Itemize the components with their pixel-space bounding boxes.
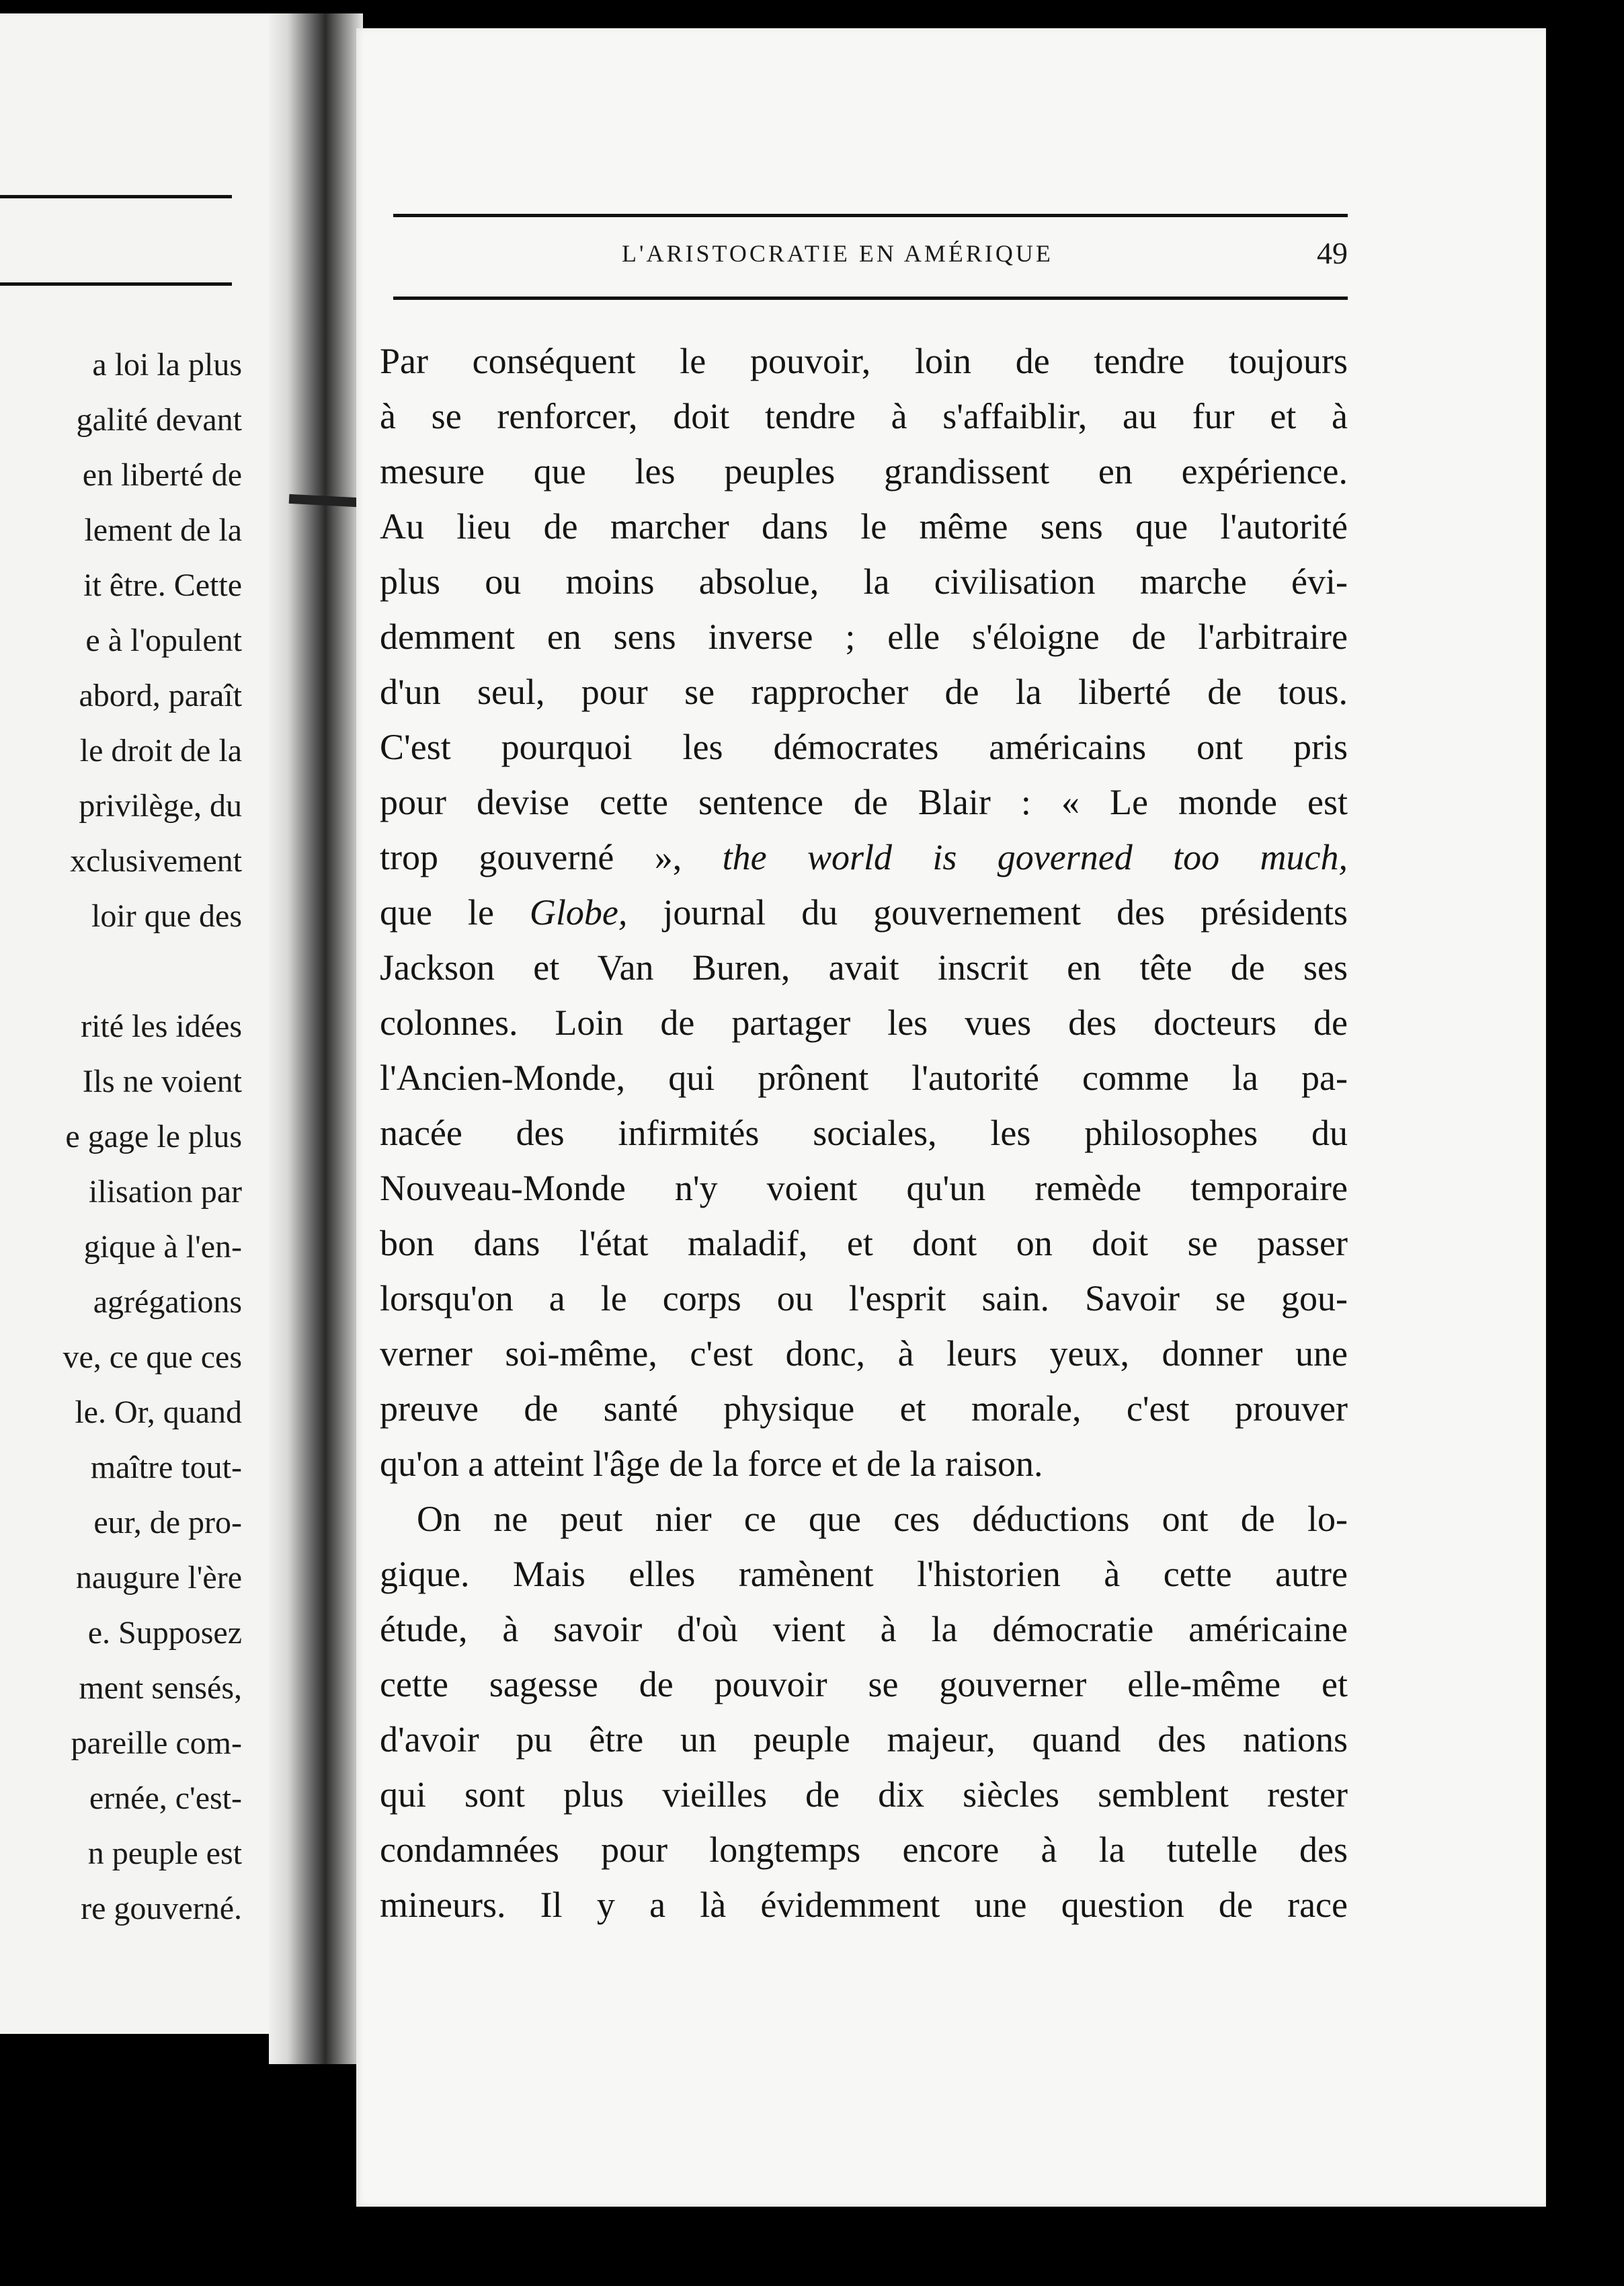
text-line: étude, à savoir d'où vient à la démocratie américaine bbox=[380, 1609, 1348, 1649]
left-text-line: privilège, du bbox=[79, 788, 242, 824]
left-text-line: it être. Cette bbox=[83, 567, 242, 603]
text-line: l'Ancien-Monde, qui prônent l'autorité comme la pa- bbox=[380, 1058, 1348, 1098]
left-text-line: gique à l'en- bbox=[83, 1229, 242, 1265]
left-text-line: n peuple est bbox=[87, 1836, 242, 1871]
text-line: lorsqu'on a le corps ou l'esprit sain. Savoir se gou- bbox=[380, 1278, 1348, 1318]
text-line: pour devise cette sentence de Blair : « Le monde est bbox=[380, 782, 1348, 822]
text-line: d'un seul, pour se rapprocher de la liberté de tous. bbox=[380, 672, 1348, 712]
header-rule-bottom bbox=[393, 297, 1348, 300]
left-text-line: ment sensés, bbox=[79, 1670, 242, 1706]
text-run: que le bbox=[380, 892, 530, 933]
left-text-line: pareille com- bbox=[71, 1725, 242, 1761]
book-gutter bbox=[269, 13, 363, 2064]
running-head: L'ARISTOCRATIE EN AMÉRIQUE bbox=[622, 240, 1053, 267]
left-text-line: loir que des bbox=[91, 898, 242, 934]
text-line: mesure que les peuples grandissent en expérience. bbox=[380, 451, 1348, 491]
left-text-line: Ils ne voient bbox=[82, 1064, 242, 1099]
text-line: C'est pourquoi les démocrates américains ont pris bbox=[380, 727, 1348, 767]
italic-quote: the world is governed too much, bbox=[722, 837, 1348, 877]
left-text-line: a loi la plus bbox=[92, 347, 242, 383]
left-text-line: e. Supposez bbox=[87, 1615, 242, 1651]
text-line: qu'on a atteint l'âge de la force et de la raison. bbox=[380, 1444, 1043, 1484]
left-text-line: le droit de la bbox=[79, 733, 242, 768]
left-header-rule-top bbox=[0, 195, 232, 198]
text-line: à se renforcer, doit tendre à s'affaiblir, au fur et à bbox=[380, 396, 1348, 436]
text-line: verner soi-même, c'est donc, à leurs yeux, donner une bbox=[380, 1333, 1348, 1374]
text-line: preuve de santé physique et morale, c'est prouver bbox=[380, 1388, 1348, 1429]
text-line: qui sont plus vieilles de dix siècles semblent rester bbox=[380, 1774, 1348, 1815]
left-paragraph-gap bbox=[0, 944, 242, 999]
left-text-line: eur, de pro- bbox=[93, 1505, 242, 1540]
left-text-line: naugure l'ère bbox=[75, 1560, 242, 1595]
text-line bbox=[380, 885, 1348, 940]
text-line: condamnées pour longtemps encore à la tutelle des bbox=[380, 1829, 1348, 1870]
left-text-line: e gage le plus bbox=[65, 1119, 242, 1154]
italic-journal-name: Globe, bbox=[529, 892, 628, 933]
left-text-line: en liberté de bbox=[82, 457, 242, 493]
body-text bbox=[380, 333, 1348, 1932]
text-line: Nouveau-Monde n'y voient qu'un remède temporaire bbox=[380, 1168, 1348, 1208]
text-line: d'avoir pu être un peuple majeur, quand des nations bbox=[380, 1719, 1348, 1760]
text-line: gique. Mais elles ramènent l'historien à cette autre bbox=[380, 1554, 1348, 1594]
header-rule-top bbox=[393, 214, 1348, 217]
text-line: Jackson et Van Buren, avait inscrit en tête de ses bbox=[380, 947, 1348, 988]
left-page-fragment bbox=[0, 13, 269, 2034]
text-line: colonnes. Loin de partager les vues des docteurs de bbox=[380, 1002, 1348, 1043]
text-line bbox=[380, 830, 1348, 885]
text-line: Par conséquent le pouvoir, loin de tendre toujours bbox=[380, 341, 1348, 381]
left-text-line: agrégations bbox=[93, 1284, 242, 1320]
left-text-line: maître tout- bbox=[90, 1450, 242, 1485]
text-line: nacée des infirmités sociales, les philosophes du bbox=[380, 1113, 1348, 1153]
text-line: demment en sens inverse ; elle s'éloigne de l'arbitraire bbox=[380, 617, 1348, 657]
left-text-line: rité les idées bbox=[81, 1009, 242, 1044]
left-header-rule-bottom bbox=[0, 282, 232, 286]
text-run: trop gouverné », bbox=[380, 837, 723, 877]
left-text-line: le. Or, quand bbox=[75, 1394, 242, 1430]
left-text-line: abord, paraît bbox=[79, 678, 242, 713]
page-header bbox=[393, 214, 1348, 308]
text-line: bon dans l'état maladif, et dont on doit se passer bbox=[380, 1223, 1348, 1263]
left-text-line: e à l'opulent bbox=[85, 623, 242, 658]
left-text-line: xclusivement bbox=[70, 843, 242, 879]
left-text-line: ernée, c'est- bbox=[89, 1780, 242, 1816]
text-run: journal du gouvernement des présidents bbox=[627, 892, 1348, 933]
text-line: Au lieu de marcher dans le même sens que l'autorité bbox=[380, 506, 1348, 547]
text-line: On ne peut nier ce que ces déductions ont de lo- bbox=[417, 1499, 1348, 1539]
text-line: cette sagesse de pouvoir se gouverner elle-même et bbox=[380, 1664, 1348, 1704]
left-text-line: ilisation par bbox=[89, 1174, 242, 1210]
text-line: plus ou moins absolue, la civilisation marche évi- bbox=[380, 561, 1348, 602]
left-text-line: re gouverné. bbox=[81, 1891, 242, 1926]
page-number: 49 bbox=[1317, 236, 1348, 270]
left-text-line: galité devant bbox=[76, 402, 242, 438]
left-text-line: ve, ce que ces bbox=[63, 1339, 242, 1375]
left-text-line: lement de la bbox=[84, 512, 242, 548]
text-line: mineurs. Il y a là évidemment une question de race bbox=[380, 1885, 1348, 1925]
left-page-text bbox=[0, 338, 242, 1936]
